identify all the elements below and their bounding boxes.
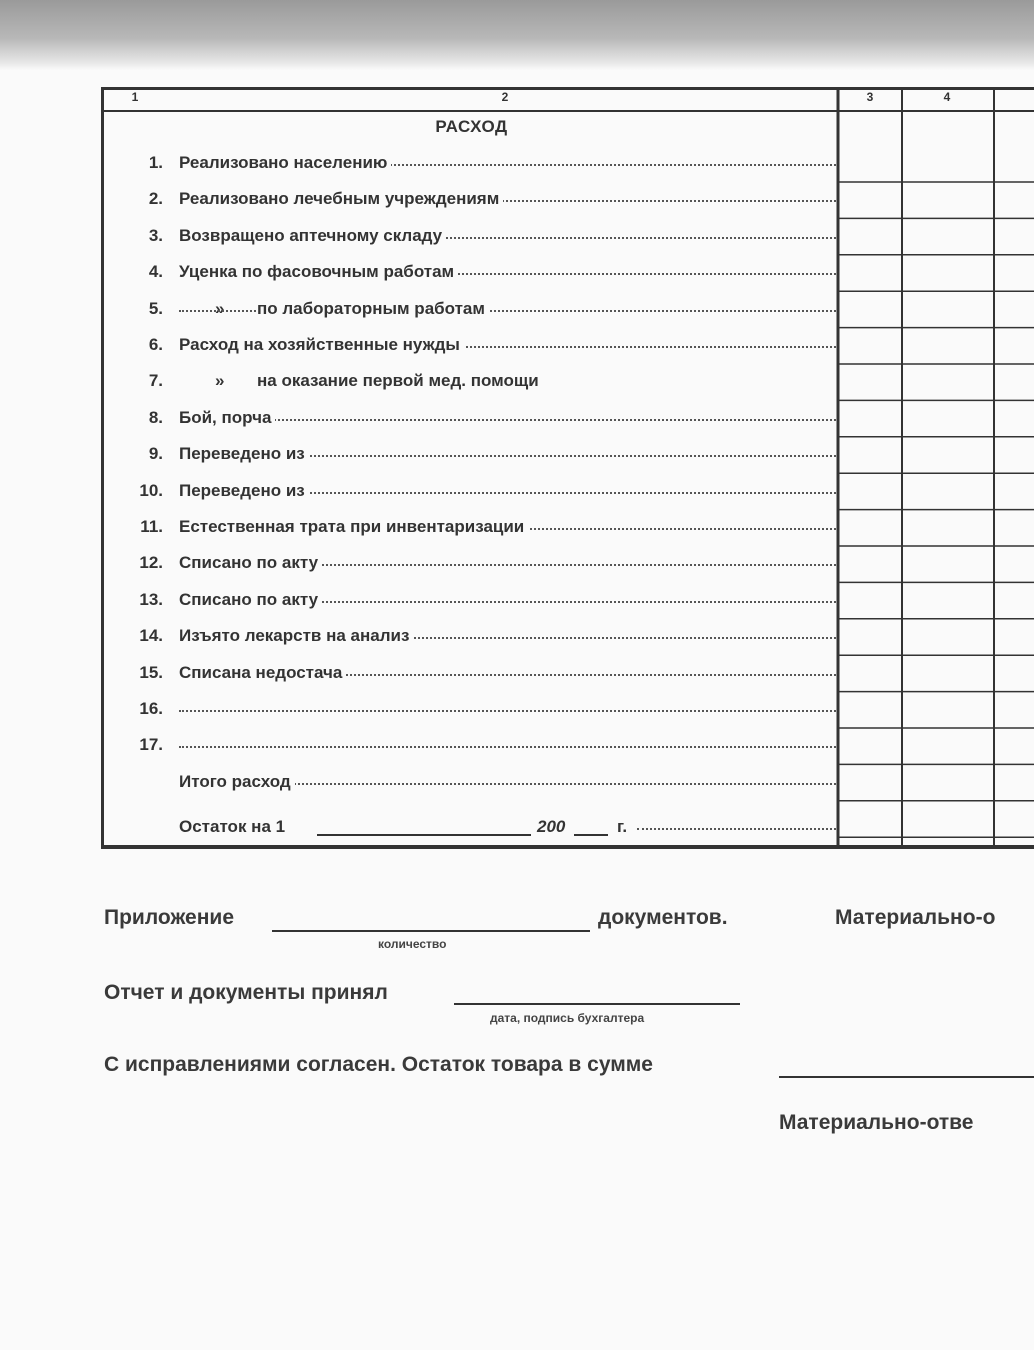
ostatok-dots bbox=[637, 828, 836, 830]
row-label: Списано по акту bbox=[179, 553, 322, 573]
table-row bbox=[105, 146, 838, 182]
table-row bbox=[105, 437, 838, 473]
row-number: 7. bbox=[148, 371, 163, 391]
table-row bbox=[105, 765, 838, 801]
ostatok-date-line[interactable] bbox=[317, 834, 531, 836]
ostatok-row bbox=[105, 810, 838, 846]
row-number: 16. bbox=[139, 699, 163, 718]
table-row bbox=[105, 728, 838, 764]
table-row bbox=[105, 619, 838, 655]
table-row bbox=[105, 219, 838, 255]
report-accepted-label: Отчет и документы принял bbox=[104, 981, 388, 1004]
ostatok-year-line[interactable] bbox=[574, 834, 608, 836]
row-number: 13. bbox=[139, 589, 163, 609]
leader-dots bbox=[179, 746, 836, 748]
row-number: 6. bbox=[148, 335, 163, 354]
attachment-prefix: Приложение bbox=[104, 906, 235, 929]
row-label: Списано по акту bbox=[179, 590, 322, 610]
row-number: 12. bbox=[139, 553, 163, 573]
row-label: Изъято лекарств на анализ bbox=[179, 626, 413, 646]
leader-dots bbox=[179, 710, 836, 712]
table-row bbox=[105, 656, 838, 692]
material-responsible-bottom: Материально-отве bbox=[779, 1111, 974, 1134]
ditto-mark: » bbox=[215, 371, 225, 391]
header-col-1: 1 bbox=[131, 90, 139, 104]
row-label: Переведено из bbox=[179, 444, 309, 464]
header-col-2: 2 bbox=[501, 90, 509, 104]
table-row bbox=[105, 292, 838, 328]
row-number: 2. bbox=[148, 189, 163, 209]
row-number: 9. bbox=[148, 444, 163, 464]
table-row bbox=[105, 255, 838, 291]
accountant-signature-line[interactable] bbox=[454, 1003, 740, 1005]
row-number: 3. bbox=[148, 225, 163, 245]
attachment-suffix: документов. bbox=[598, 906, 728, 929]
row-number: 15. bbox=[139, 662, 163, 682]
header-col-3: 3 bbox=[866, 90, 874, 104]
table-row bbox=[105, 328, 838, 364]
row-label: Уценка по фасовочным работам bbox=[179, 262, 458, 282]
row-number: 5. bbox=[148, 298, 163, 318]
scan-top-shadow bbox=[0, 0, 1034, 70]
ostatok-year: 200 bbox=[537, 817, 566, 836]
row-label: Итого расход bbox=[179, 772, 295, 792]
material-responsible-top: Материально-о bbox=[835, 906, 996, 929]
row-label: Бой, порча bbox=[179, 408, 275, 428]
table-row bbox=[105, 583, 838, 619]
row-number: 17. bbox=[139, 735, 163, 755]
table-row bbox=[105, 510, 838, 546]
accountant-signature-caption: дата, подпись бухгалтера bbox=[490, 1011, 645, 1025]
row-label: Переведено из bbox=[179, 481, 309, 501]
header-col-4: 4 bbox=[943, 90, 951, 104]
attachment-caption: количество bbox=[378, 937, 447, 951]
row-label: по лабораторным работам bbox=[257, 299, 489, 319]
leader-dots bbox=[179, 419, 836, 421]
row-number: 10. bbox=[139, 480, 163, 500]
row-number: 1. bbox=[148, 153, 163, 172]
row-number: 14. bbox=[139, 626, 163, 646]
table-row bbox=[105, 692, 838, 728]
ditto-mark: » bbox=[215, 298, 225, 318]
section-title: РАСХОД bbox=[435, 117, 508, 136]
row-label: Естественная трата при инвентаризации bbox=[179, 517, 528, 537]
ostatok-prefix: Остаток на 1 bbox=[179, 817, 286, 836]
table-row bbox=[105, 546, 838, 582]
row-label: Списана недостача bbox=[179, 663, 346, 683]
row-label: Реализовано лечебным учреждениям bbox=[179, 189, 503, 209]
row-number: 11. bbox=[140, 517, 163, 536]
row-number: 8. bbox=[148, 407, 163, 427]
remaining-sum-line[interactable] bbox=[779, 1076, 1034, 1078]
table-row bbox=[105, 364, 838, 400]
attachment-count-line[interactable] bbox=[272, 930, 590, 932]
table-row bbox=[105, 182, 838, 218]
corrections-text: С исправлениями согласен. Остаток товара в сумме bbox=[104, 1053, 653, 1076]
row-label: Реализовано населению bbox=[179, 153, 391, 173]
row-label: на оказание первой мед. помощи bbox=[257, 371, 543, 391]
table-row bbox=[105, 401, 838, 437]
row-label: Расход на хозяйственные нужды bbox=[179, 335, 464, 355]
ostatok-suffix: г. bbox=[617, 817, 628, 836]
row-label: Возвращено аптечному складу bbox=[179, 226, 446, 246]
table-row bbox=[105, 474, 838, 510]
row-number: 4. bbox=[148, 262, 163, 282]
